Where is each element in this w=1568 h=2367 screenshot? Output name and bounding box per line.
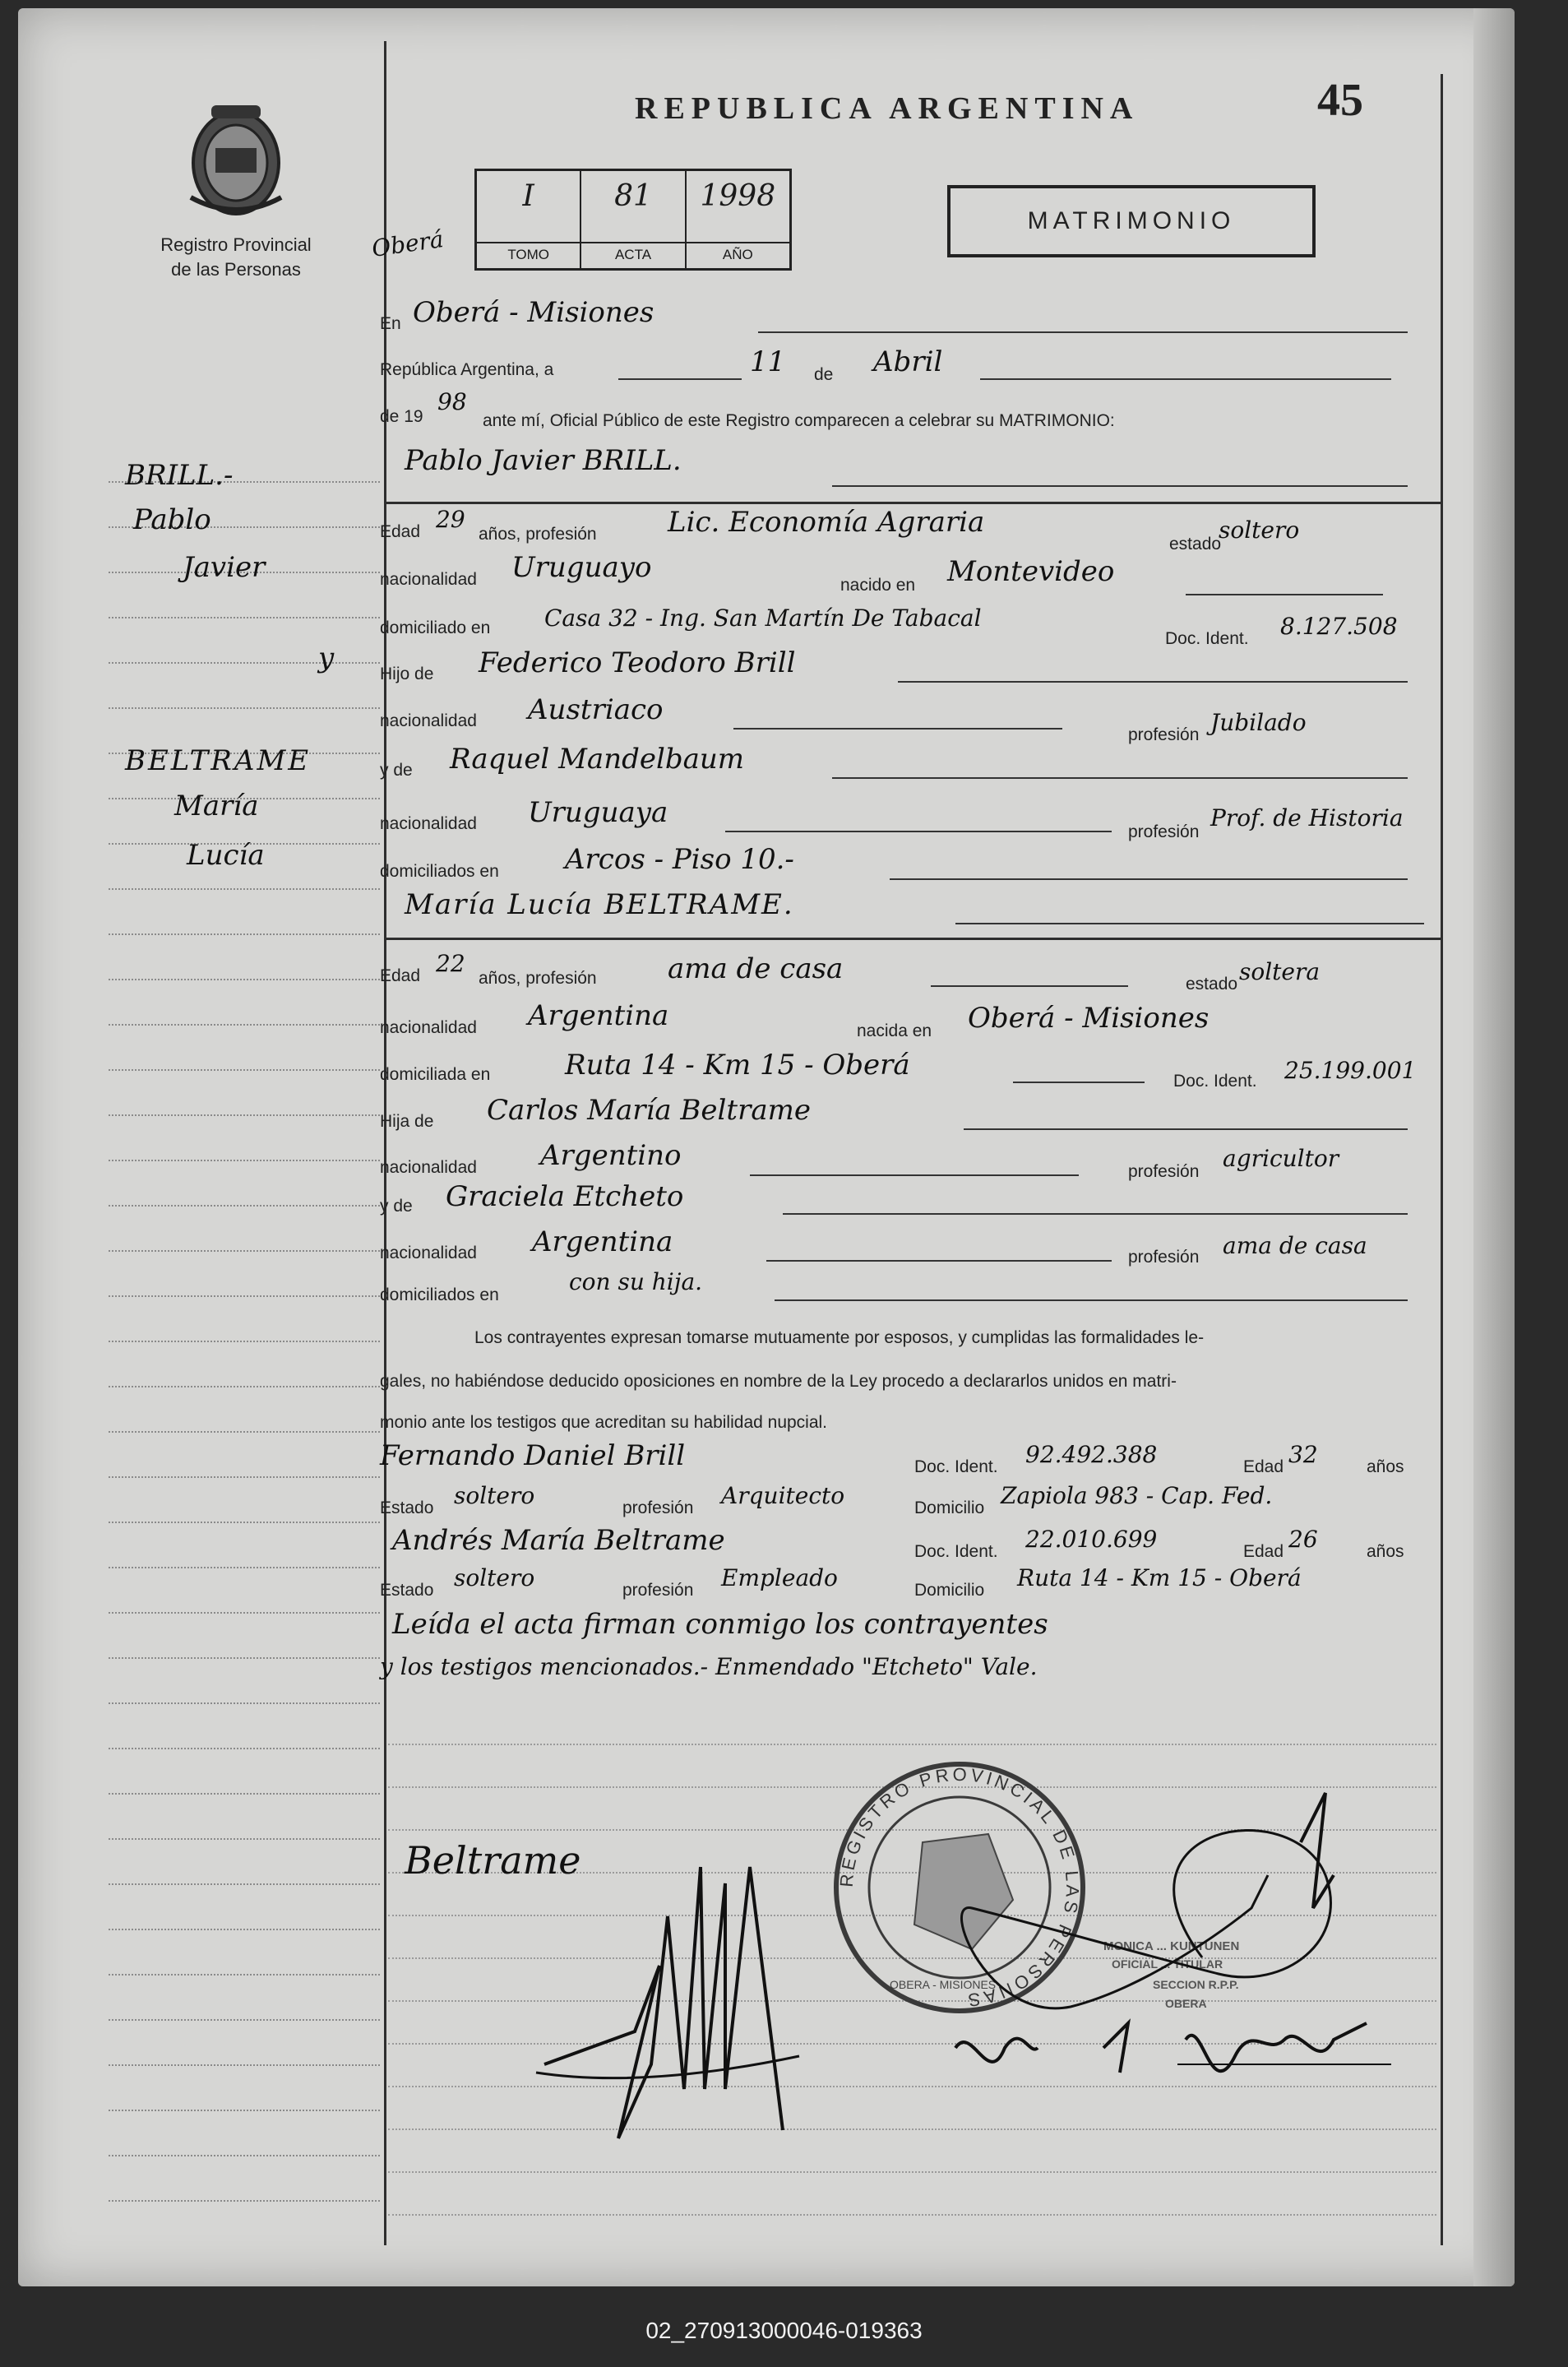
ano-cell xyxy=(687,171,789,268)
witness1-age: 32 xyxy=(1288,1441,1318,1468)
page-edge xyxy=(1473,8,1515,2286)
witness2-dom-label: Domicilio xyxy=(914,1581,985,1600)
margin-rule-line xyxy=(109,1431,380,1433)
groom-age: 29 xyxy=(436,506,465,533)
fill-line xyxy=(783,1213,1408,1215)
tomo-cell xyxy=(477,171,581,268)
bride-father-nat-label: nacionalidad xyxy=(380,1158,477,1177)
right-border xyxy=(1441,74,1443,2245)
margin-rule-line xyxy=(109,2155,380,2156)
bride-estado-label: estado xyxy=(1186,975,1238,994)
bride-father-prof-label: profesión xyxy=(1128,1162,1200,1181)
margin-surname1: BRILL.- xyxy=(125,459,234,492)
witness1-prof-label: profesión xyxy=(622,1498,694,1517)
bride-profession: ama de casa xyxy=(668,952,844,985)
official-stamp-line2: OFICIAL ... TITULAR xyxy=(1112,1957,1223,1971)
groom-full-name: Pablo Javier BRILL. xyxy=(405,444,682,477)
fill-line xyxy=(733,728,1062,730)
groom-mother-nat-label: nacionalidad xyxy=(380,814,477,833)
margin-rule-line xyxy=(109,2019,380,2021)
fill-line xyxy=(1013,1082,1145,1083)
bride-full-name: María Lucía BELTRAME. xyxy=(405,888,794,921)
official-stamp-line3: SECCION R.P.P. xyxy=(1153,1978,1239,1991)
groom-nacido-label: nacido en xyxy=(840,576,916,595)
groom-doc: 8.127.508 xyxy=(1280,613,1398,640)
margin-rule-line xyxy=(109,1069,380,1071)
signature-beltrame: Beltrame xyxy=(405,1838,581,1883)
bride-nacida-label: nacida en xyxy=(857,1021,932,1040)
groom-parents-address: Arcos - Piso 10.- xyxy=(565,843,794,876)
fill-line xyxy=(890,878,1408,880)
groom-father-prof-label: profesión xyxy=(1128,725,1200,744)
bride-yde-label: y de xyxy=(380,1197,413,1216)
margin-rule-line xyxy=(109,2110,380,2111)
margin-rule-line xyxy=(109,662,380,664)
ano-label: AÑO xyxy=(687,242,789,263)
institution-line2: de las Personas xyxy=(171,259,301,280)
bride-edad-label: Edad xyxy=(380,966,421,985)
margin-rule-line xyxy=(109,1838,380,1840)
groom-dom-label: domiciliado en xyxy=(380,618,491,637)
margin-rule-line xyxy=(109,1883,380,1885)
body-rule-line xyxy=(388,1744,1436,1745)
groom-hijo-label: Hijo de xyxy=(380,665,434,683)
year-suffix: 98 xyxy=(437,388,467,415)
fill-line xyxy=(618,378,742,380)
groom-mother: Raquel Mandelbaum xyxy=(450,743,745,776)
margin-rule-line xyxy=(109,1114,380,1116)
margin-rule-line xyxy=(109,1024,380,1026)
groom-father: Federico Teodoro Brill xyxy=(479,646,796,679)
declaration-line3: monio ante los testigos que acreditan su habilidad nupcial. xyxy=(380,1413,828,1432)
official-stamp-line1: MONICA ... KUNTUNEN xyxy=(1103,1939,1240,1953)
acta-value: 81 xyxy=(614,179,652,213)
closing-line2: y los testigos mencionados.- Enmendado "Etcheto" Vale. xyxy=(380,1653,1038,1680)
margin-rule-line xyxy=(109,1522,380,1523)
fill-line xyxy=(832,485,1408,487)
ano-value: 1998 xyxy=(700,179,776,213)
acta-reference-box xyxy=(474,169,792,271)
bride-dom-label: domiciliada en xyxy=(380,1065,491,1084)
margin-rule-line xyxy=(109,707,380,709)
witness2-address: Ruta 14 - Km 15 - Oberá xyxy=(1017,1564,1302,1591)
margin-given2a: María xyxy=(174,790,259,822)
month-value: Abril xyxy=(873,345,943,378)
bride-father-nationality: Argentino xyxy=(540,1139,682,1172)
margin-rule-line xyxy=(109,2064,380,2066)
bride-nationality: Argentina xyxy=(528,999,669,1032)
margin-rule-line xyxy=(109,1250,380,1252)
fill-line xyxy=(766,1260,1112,1262)
fill-line xyxy=(955,923,1424,924)
witness1-doc-label: Doc. Ident. xyxy=(914,1457,998,1476)
margin-conj: y xyxy=(318,642,335,674)
fill-line xyxy=(832,777,1408,779)
en-label: En xyxy=(380,314,401,333)
groom-mother-nationality: Uruguaya xyxy=(528,796,668,829)
seal-inner-text: OBERA - MISIONES xyxy=(890,1978,997,1991)
witness1-edad-label: Edad xyxy=(1243,1457,1284,1476)
bride-mother: Graciela Etcheto xyxy=(446,1180,684,1213)
acta-side-note: Oberá xyxy=(370,225,446,262)
witness1-doc: 92.492.388 xyxy=(1025,1441,1158,1468)
margin-rule-line xyxy=(109,1657,380,1659)
bride-age: 22 xyxy=(436,950,465,977)
witness2-edad-label: Edad xyxy=(1243,1542,1284,1561)
official-stamp-line4: OBERA xyxy=(1165,1997,1207,2010)
witness1-anos-label: años xyxy=(1367,1457,1404,1476)
bride-parents-address: con su hija. xyxy=(569,1268,703,1295)
page-number: 45 xyxy=(1317,75,1363,126)
groom-father-nat-label: nacionalidad xyxy=(380,711,477,730)
declaration-line1: Los contrayentes expresan tomarse mutuamente por esposos, y cumplidas las formalidades le- xyxy=(474,1328,1205,1347)
fill-line xyxy=(725,831,1112,832)
witness1-dom-label: Domicilio xyxy=(914,1498,985,1517)
intro-text: ante mí, Oficial Público de este Registro comparecen a celebrar su MATRIMONIO: xyxy=(483,411,1115,430)
margin-rule-line xyxy=(109,1702,380,1704)
witness1-civil-status: soltero xyxy=(454,1482,535,1509)
margin-rule-line xyxy=(109,617,380,618)
year-label: de 19 xyxy=(380,407,423,426)
groom-yde-label: y de xyxy=(380,761,413,780)
margin-surname2: BELTRAME xyxy=(125,744,312,777)
body-rule-line xyxy=(388,2171,1436,2173)
groom-edad-label: Edad xyxy=(380,522,421,541)
margin-rule-line xyxy=(109,2200,380,2202)
tomo-label: TOMO xyxy=(477,242,580,263)
groom-father-nationality: Austriaco xyxy=(528,693,664,726)
groom-doc-label: Doc. Ident. xyxy=(1165,629,1249,648)
bride-doc-label: Doc. Ident. xyxy=(1173,1072,1257,1091)
witness2-profession: Empleado xyxy=(721,1564,838,1591)
witness2-doc-label: Doc. Ident. xyxy=(914,1542,998,1561)
margin-rule-line xyxy=(109,1476,380,1478)
margin-rule-line xyxy=(109,979,380,980)
section-separator xyxy=(384,502,1441,504)
bride-civil-status: soltera xyxy=(1239,958,1321,985)
seal-ring-text: REGISTRO PROVINCIAL DE LAS PERSONAS xyxy=(835,1763,1084,2012)
margin-rule-line xyxy=(109,1205,380,1207)
bride-address: Ruta 14 - Km 15 - Oberá xyxy=(565,1049,910,1082)
bride-mother-nat-label: nacionalidad xyxy=(380,1244,477,1262)
margin-rule-line xyxy=(109,1341,380,1342)
groom-anos-label: años, profesión xyxy=(479,525,597,544)
witness2-civil-status: soltero xyxy=(454,1564,535,1591)
groom-birthplace: Montevideo xyxy=(947,555,1115,588)
fill-line xyxy=(1186,594,1383,595)
witness2-estado-label: Estado xyxy=(380,1581,434,1600)
margin-given1a: Pablo xyxy=(133,503,211,536)
fill-line xyxy=(931,985,1128,987)
witness2-prof-label: profesión xyxy=(622,1581,694,1600)
margin-given1b: Javier xyxy=(183,551,266,584)
groom-mother-profession: Prof. de Historia xyxy=(1210,804,1404,831)
country-title: REPUBLICA ARGENTINA xyxy=(635,91,1140,126)
groom-nationality: Uruguayo xyxy=(511,551,652,584)
bride-mother-profession: ama de casa xyxy=(1223,1232,1367,1259)
groom-doms-label: domiciliados en xyxy=(380,862,499,881)
groom-estado-label: estado xyxy=(1169,535,1222,554)
bride-mother-nationality: Argentina xyxy=(532,1225,673,1258)
day-value: 11 xyxy=(750,345,786,378)
margin-rule-line xyxy=(109,1748,380,1749)
bride-mother-prof-label: profesión xyxy=(1128,1248,1200,1267)
rep-label: República Argentina, a xyxy=(380,360,554,379)
bride-father: Carlos María Beltrame xyxy=(487,1094,811,1127)
groom-mother-prof-label: profesión xyxy=(1128,822,1200,841)
fill-line xyxy=(750,1174,1079,1176)
place-value: Oberá - Misiones xyxy=(413,296,654,329)
acta-cell xyxy=(581,171,686,268)
witness1-name: Fernando Daniel Brill xyxy=(380,1439,686,1472)
fill-line xyxy=(964,1128,1408,1130)
closing-line1: Leída el acta firman conmigo los contrayentes xyxy=(392,1608,1048,1641)
bride-doc: 25.199.001 xyxy=(1284,1057,1417,1084)
groom-address: Casa 32 - Ing. San Martín De Tabacal xyxy=(544,604,982,632)
groom-civil-status: soltero xyxy=(1219,516,1300,544)
register-page xyxy=(18,8,1515,2286)
groom-nac-label: nacionalidad xyxy=(380,570,477,589)
witness2-anos-label: años xyxy=(1367,1542,1404,1561)
margin-rule-line xyxy=(109,1793,380,1795)
margin-rule-line xyxy=(109,1567,380,1568)
fill-line xyxy=(775,1299,1408,1301)
footer-id: 02_270913000046-019363 xyxy=(645,2318,923,2343)
bride-hija-label: Hija de xyxy=(380,1112,434,1131)
section-separator xyxy=(384,938,1441,940)
margin-rule-line xyxy=(109,1974,380,1976)
signature-official-icon xyxy=(939,1776,1399,2122)
witness1-estado-label: Estado xyxy=(380,1498,434,1517)
declaration-line2: gales, no habiéndose deducido oposiciones en nombre de la Ley procedo a declararlos unidos en matri- xyxy=(380,1372,1177,1391)
tomo-value: I xyxy=(522,179,534,213)
bride-nac-label: nacionalidad xyxy=(380,1018,477,1037)
bride-birthplace: Oberá - Misiones xyxy=(968,1002,1210,1035)
fill-line xyxy=(758,331,1408,333)
bride-anos-label: años, profesión xyxy=(479,969,597,988)
fill-line xyxy=(898,681,1408,683)
de-label: de xyxy=(814,365,834,384)
witness2-age: 26 xyxy=(1288,1526,1318,1553)
signature-brill-icon xyxy=(528,1818,824,2171)
groom-father-profession: Jubilado xyxy=(1210,709,1307,736)
margin-rule-line xyxy=(109,933,380,935)
margin-rule-line xyxy=(109,1295,380,1297)
coat-of-arms-icon xyxy=(174,99,298,222)
acta-label: ACTA xyxy=(581,242,684,263)
witness2-doc: 22.010.699 xyxy=(1025,1526,1158,1553)
margin-rule-line xyxy=(109,1929,380,1930)
groom-profession: Lic. Economía Agraria xyxy=(668,506,985,539)
witness2-name: Andrés María Beltrame xyxy=(392,1524,725,1557)
institution-line1: Registro Provincial xyxy=(160,234,312,255)
bride-doms-label: domiciliados en xyxy=(380,1285,499,1304)
margin-rule-line xyxy=(109,1612,380,1614)
margin-rule-line xyxy=(109,1386,380,1387)
document-type-box: MATRIMONIO xyxy=(947,185,1316,257)
body-rule-line xyxy=(388,2214,1436,2216)
bride-father-profession: agricultor xyxy=(1223,1145,1339,1172)
witness1-profession: Arquitecto xyxy=(721,1482,845,1509)
margin-given2b: Lucía xyxy=(187,839,265,872)
margin-rule-line xyxy=(109,1160,380,1161)
fill-line xyxy=(980,378,1391,380)
margin-rule-line xyxy=(109,888,380,890)
witness1-address: Zapiola 983 - Cap. Fed. xyxy=(1001,1482,1273,1509)
